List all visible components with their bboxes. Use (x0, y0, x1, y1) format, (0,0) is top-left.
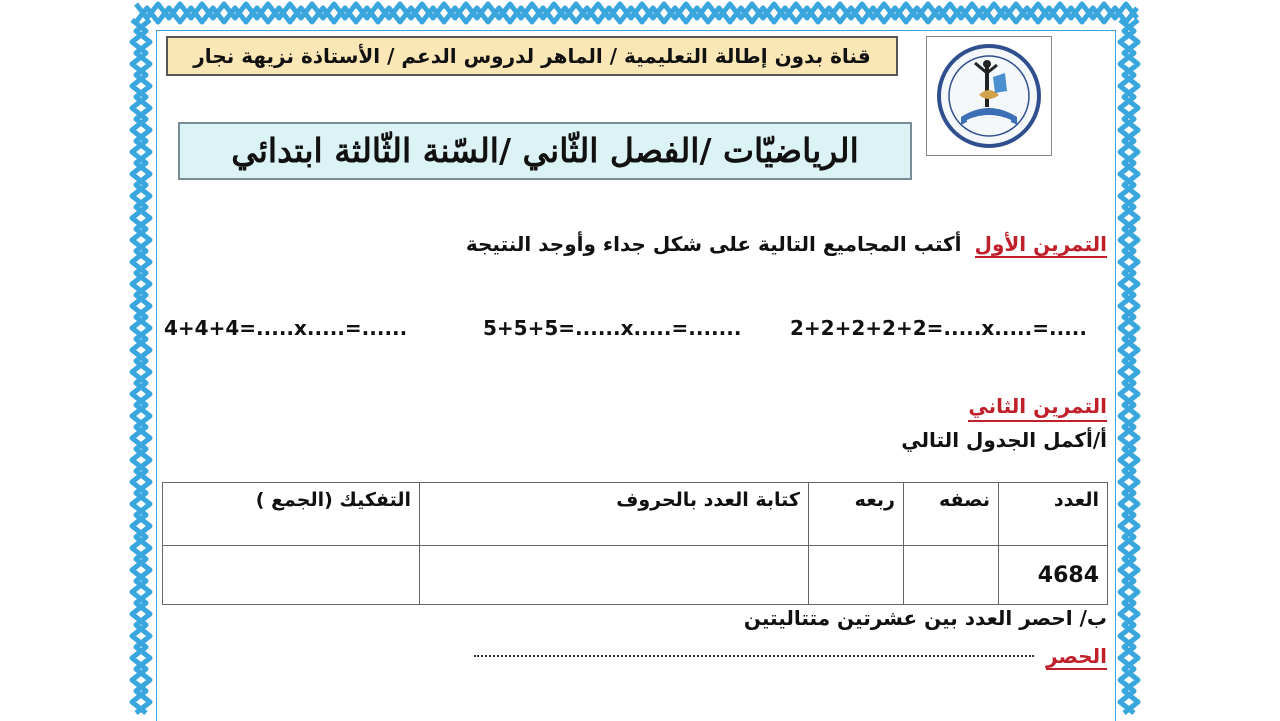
table-header-cell: التفكيك (الجمع ) (163, 483, 420, 546)
exercise2-part-b: ب/ احصر العدد بين عشرتين متتاليتين (743, 606, 1107, 630)
table-header-cell: كتابة العدد بالحروف (420, 483, 809, 546)
exercise2-label: التمرين الثاني (968, 394, 1107, 422)
expression-3: 4+4+4=.....x.....=...... (164, 316, 408, 340)
table-cell-half[interactable] (904, 546, 999, 605)
table-row (163, 546, 1108, 605)
channel-banner: قناة بدون إطالة التعليمية / الماهر لدروس الدعم / الأستاذة نزيهة نجار (166, 36, 898, 76)
table-header-row (163, 483, 1108, 546)
table-header-cell: العدد (999, 483, 1108, 546)
exercise1-label: التمرين الأول (974, 232, 1107, 256)
table-header-cell: نصفه (904, 483, 999, 546)
number-table (162, 482, 1108, 605)
table-cell-words[interactable] (420, 546, 809, 605)
school-logo (926, 36, 1052, 156)
hasr-label: الحصر (1046, 644, 1107, 668)
exercise2-part-a: أ/أكمل الجدول التالي (901, 428, 1107, 452)
exercise1-instruction: أكتب المجاميع التالية على شكل جداء وأوجد النتيجة (465, 232, 962, 256)
page-title: الرياضيّات /الفصل الثّاني /السّنة الثّالثة ابتدائي (178, 122, 912, 180)
expression-1: 2+2+2+2+2=.....x.....=..... (790, 316, 1087, 340)
table-cell-number: 4684 (999, 546, 1108, 605)
table-cell-quarter[interactable] (809, 546, 904, 605)
table-header-cell: ربعه (809, 483, 904, 546)
table-cell-decomposition[interactable] (163, 546, 420, 605)
exercise1-header (466, 232, 1107, 256)
answer-dotted-line[interactable] (474, 655, 1034, 657)
expression-2: 5+5+5=......x.....=....... (483, 316, 742, 340)
